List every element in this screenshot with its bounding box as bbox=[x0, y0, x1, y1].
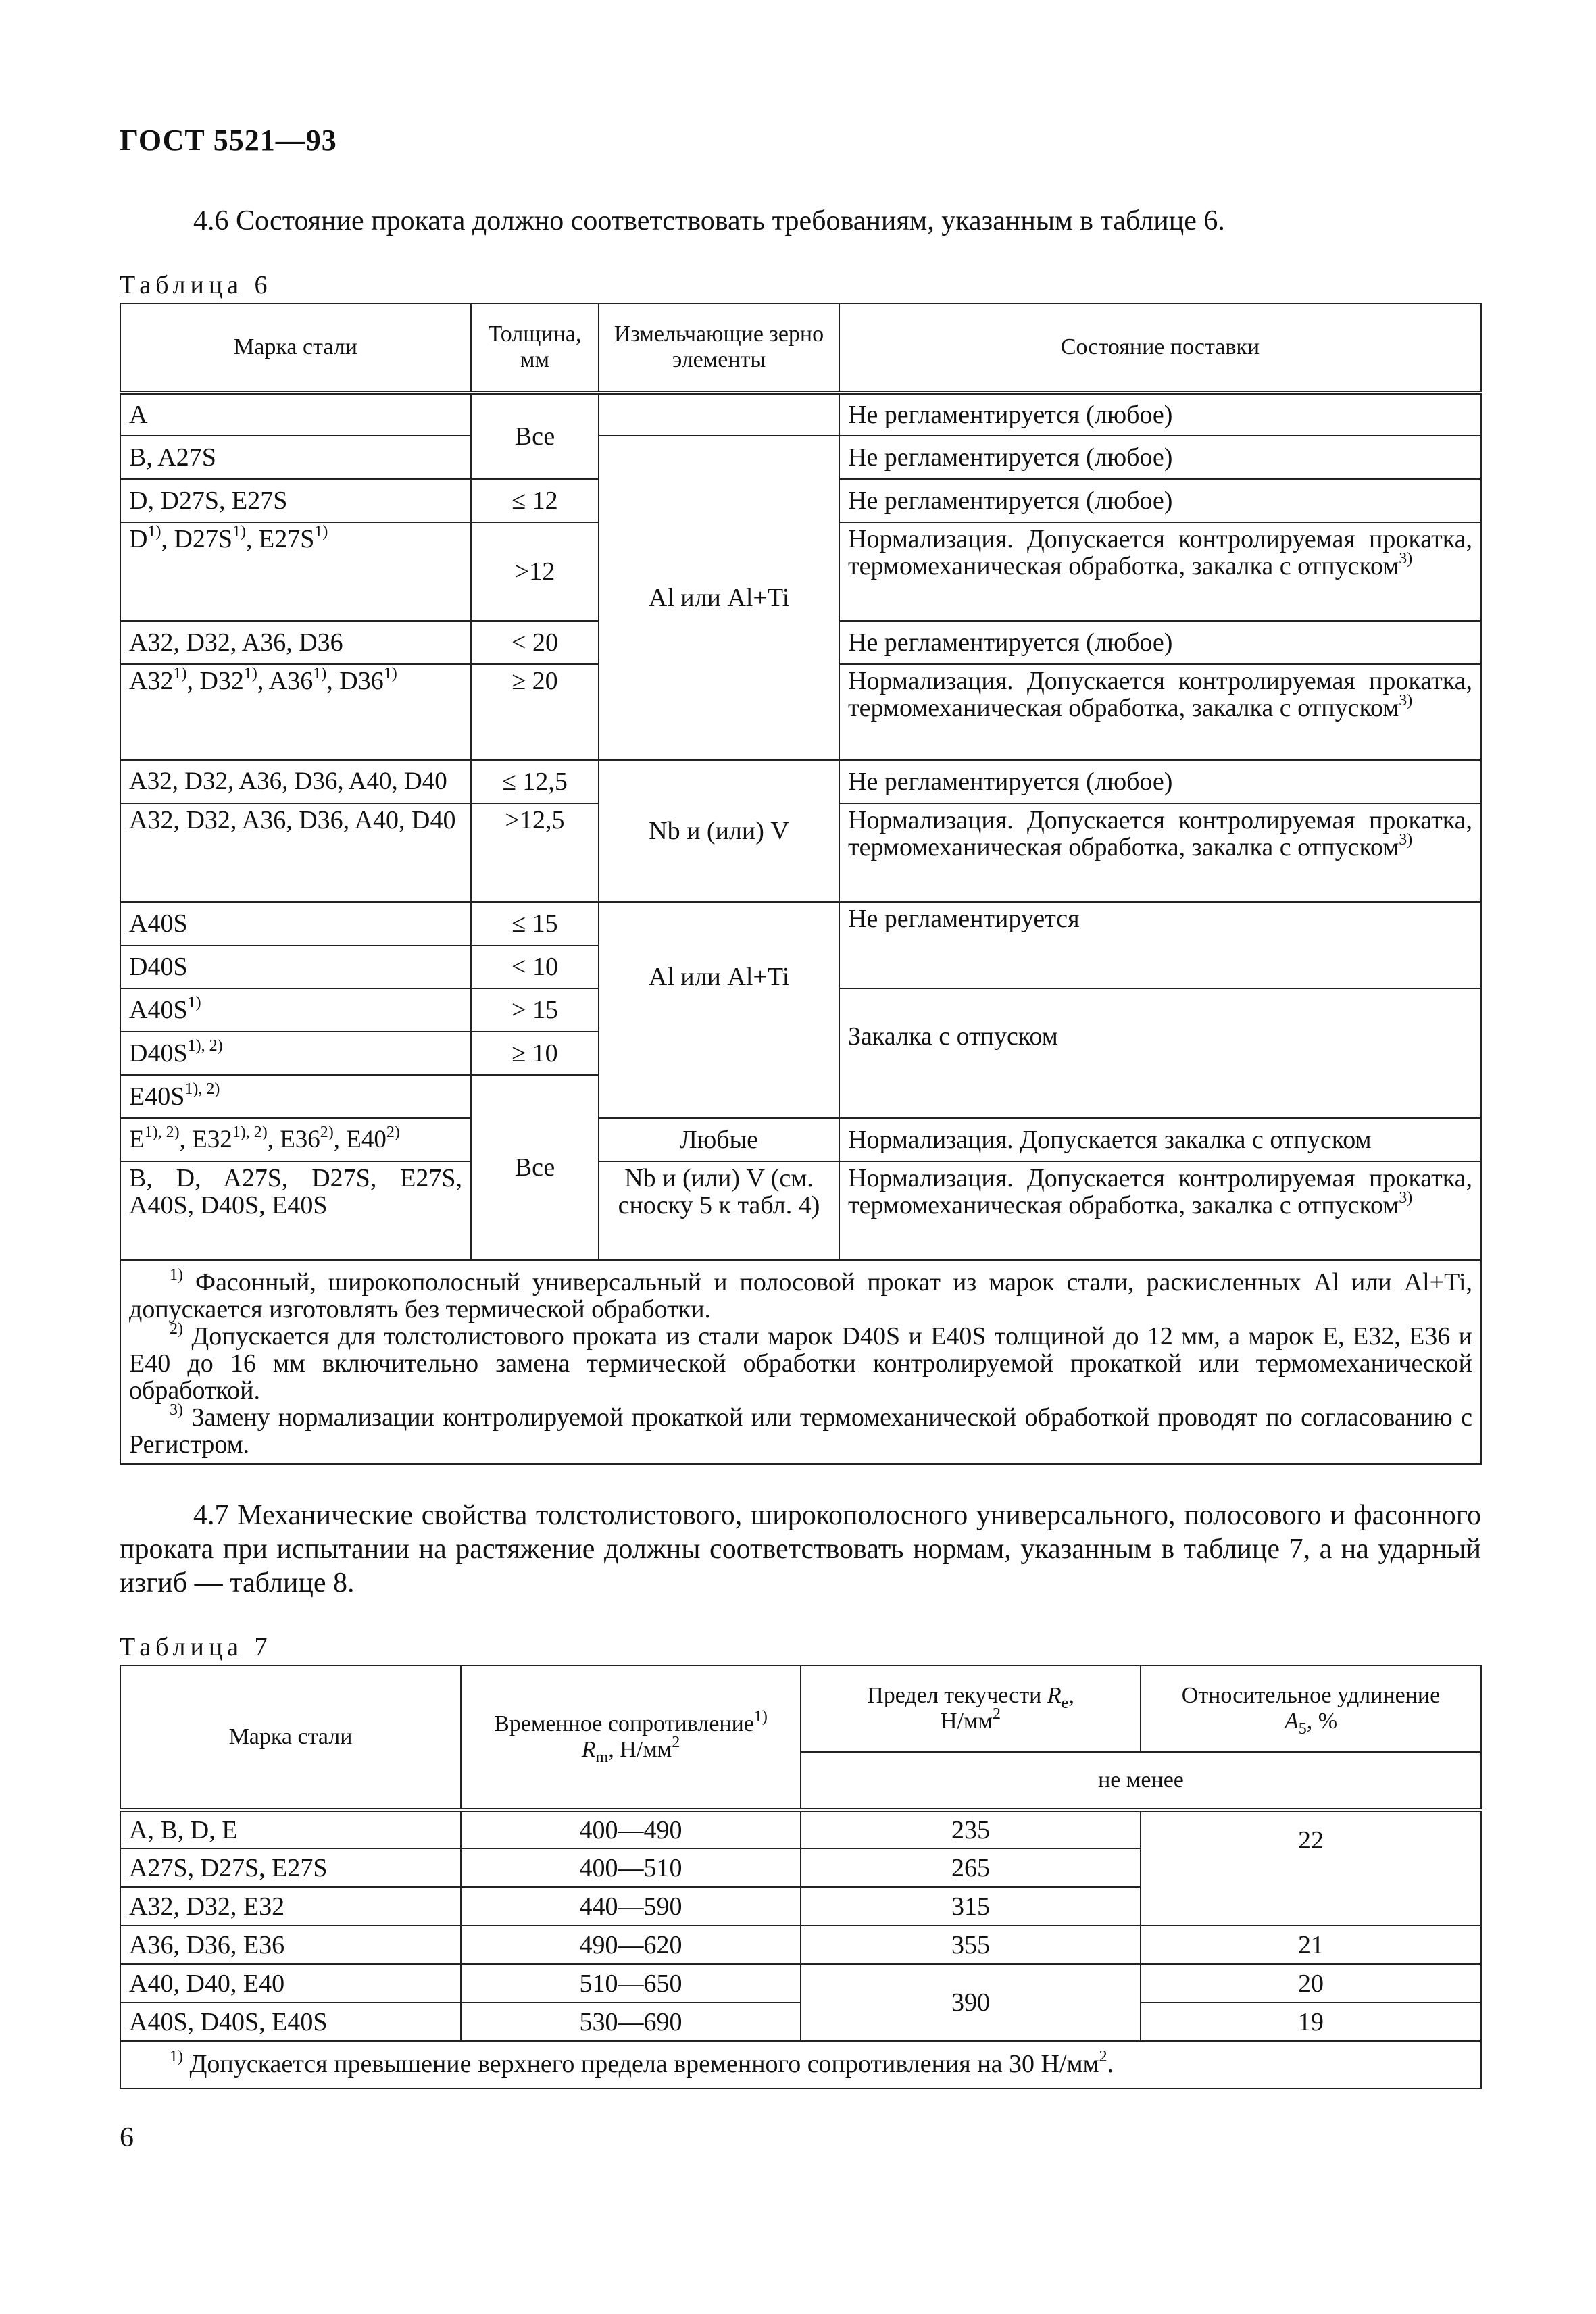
document-header: ГОСТ 5521—93 bbox=[120, 124, 337, 157]
t6-thickness: ≤ 15 bbox=[471, 902, 599, 945]
t6-grade: A32, D32, A36, D36, A40, D40 bbox=[120, 760, 471, 803]
t6-grade: B, A27S bbox=[120, 436, 471, 479]
t6-grade: D40S bbox=[120, 945, 471, 988]
table-7 bbox=[120, 1665, 1482, 2089]
t7-grade: A40, D40, E40 bbox=[120, 1964, 461, 2003]
t6-delivery: Не регламентируется (любое) bbox=[839, 479, 1481, 522]
t6-elements-empty bbox=[599, 393, 839, 436]
t6-delivery: Нормализация. Допускается закалка с отпуском bbox=[839, 1118, 1481, 1161]
t7-notes-row bbox=[120, 2041, 1481, 2088]
t6-delivery: Не регламентируется bbox=[839, 902, 1481, 988]
t7-re: 235 bbox=[801, 1810, 1141, 1848]
t6-header-delivery: Состояние поставки bbox=[839, 303, 1481, 393]
t6-thickness: > 15 bbox=[471, 988, 599, 1032]
t7-note-1: $^{1)}$ Допускается превышение верхнего предела временного сопротивления на 30 $Н/мм^2$. bbox=[170, 2048, 1114, 2078]
t7-rm: 530—690 bbox=[461, 2003, 801, 2041]
t7-rm: 400—490 bbox=[461, 1810, 801, 1848]
t6-grade: A32, D32, A36, D36, A40, D40 bbox=[120, 803, 471, 902]
t7-grade: A, B, D, E bbox=[120, 1810, 461, 1848]
t6-delivery: Не регламентируется (любое) bbox=[839, 436, 1481, 479]
t7-header-grade: Марка стали bbox=[120, 1665, 461, 1810]
t7-re: 315 bbox=[801, 1887, 1141, 1926]
t6-grade: $E40S^{1), 2)}$ bbox=[120, 1075, 471, 1118]
t6-thickness: ≤ 12,5 bbox=[471, 760, 599, 803]
t7-re: 265 bbox=[801, 1848, 1141, 1887]
t6-thickness: ≥ 20 bbox=[471, 664, 599, 760]
paragraph-4-7: 4.7 Механические свойства толстолистового, широкополосного универсального, полосового и фасонного проката при испытании на растяжение должны соответствовать нормам, указанным в таблице 7, а на ударный изгиб — таблице 8. bbox=[120, 1500, 1481, 1599]
t6-header-thickness: Толщина, мм bbox=[471, 303, 599, 393]
t6-header-grade: Марка стали bbox=[120, 303, 471, 393]
table-6 bbox=[120, 303, 1482, 1465]
t7-rm: 510—650 bbox=[461, 1964, 801, 2003]
t7-rm: 440—590 bbox=[461, 1887, 801, 1926]
table-row bbox=[120, 760, 1481, 803]
t6-thickness: Все bbox=[471, 1075, 599, 1260]
t6-grade: A40S bbox=[120, 902, 471, 945]
t6-delivery: Нормализация. Допускается контролируемая прокатка, термомеханическая обработка, закалка с отпуском$^{3)}$ bbox=[839, 522, 1481, 621]
table-row bbox=[120, 1964, 1481, 2003]
t7-re: 390 bbox=[801, 1964, 1141, 2041]
t7-header-re: Предел текучести $R_e$, $Н/мм^2$ bbox=[801, 1665, 1141, 1752]
t7-grade: A32, D32, E32 bbox=[120, 1887, 461, 1926]
t6-thickness: ≤ 12 bbox=[471, 479, 599, 522]
t6-grade: B, D, A27S, D27S, E27S, A40S, D40S, E40S bbox=[120, 1161, 471, 1260]
table-row bbox=[120, 1810, 1481, 1848]
t7-rm: 400—510 bbox=[461, 1848, 801, 1887]
t6-delivery: Нормализация. Допускается контролируемая прокатка, термомеханическая обработка, закалка с отпуском$^{3)}$ bbox=[839, 803, 1481, 902]
table-7-header-row bbox=[120, 1665, 1481, 1752]
t6-delivery: Не регламентируется (любое) bbox=[839, 393, 1481, 436]
t6-note-1: $^{1)}$ Фасонный, широкополосный универсальный и полосовой прокат из марок стали, раскисленных Al или Al+Ti, допускается изготовлять без термической обработки. bbox=[129, 1266, 1473, 1324]
t6-grade: A bbox=[120, 393, 471, 436]
t6-grade: D, D27S, E27S bbox=[120, 479, 471, 522]
t6-delivery: Не регламентируется (любое) bbox=[839, 760, 1481, 803]
t7-header-min: не менее bbox=[801, 1752, 1481, 1810]
t6-notes bbox=[120, 1260, 1481, 1464]
t7-header-a5: Относительное удлинение $A_5$, % bbox=[1141, 1665, 1481, 1752]
table-row bbox=[120, 902, 1481, 945]
t6-notes-row bbox=[120, 1260, 1481, 1464]
t6-elements: Nb и (или) V bbox=[599, 760, 839, 902]
t6-grade: $E^{1), 2)}$, $E32^{1), 2)}$, E36$^{2)}$, E40$^{2)}$ bbox=[120, 1118, 471, 1161]
table-7-caption: Таблица 7 bbox=[120, 1633, 272, 1661]
t6-note-2: $^{2)}$ Допускается для толстолистового проката из стали марок D40S и E40S толщиной до 12 мм, а марок E, E32, E36 и E40 до 16 мм включительно замена термической обработки контролируемой прокаткой или термомеханической обработкой. bbox=[129, 1320, 1473, 1405]
table-row bbox=[120, 393, 1481, 436]
table-row bbox=[120, 436, 1481, 479]
t6-header-elements: Измельчающие зерно элементы bbox=[599, 303, 839, 393]
paragraph-4-6: 4.6 Состояние проката должно соответствовать требованиям, указанным в таблице 6. bbox=[193, 205, 1225, 236]
t7-grade: A36, D36, E36 bbox=[120, 1926, 461, 1964]
t7-notes bbox=[120, 2041, 1481, 2088]
t6-thickness: Все bbox=[471, 393, 599, 479]
t7-rm: 490—620 bbox=[461, 1926, 801, 1964]
table-6-header-row bbox=[120, 303, 1481, 393]
t6-grade: A32$^{1)}$, D32$^{1)}$, A36$^{1)}$, D36$^{1)}$ bbox=[120, 664, 471, 760]
table-6-caption: Таблица 6 bbox=[120, 271, 272, 299]
t6-elements: Любые bbox=[599, 1118, 839, 1161]
t7-a5: 19 bbox=[1141, 2003, 1481, 2041]
t6-thickness: < 20 bbox=[471, 621, 599, 664]
t6-note-3: $^{3)}$ Замену нормализации контролируемой прокаткой или термомеханической обработкой проводят по согласованию с Регистром. bbox=[129, 1401, 1473, 1459]
t6-delivery: Закалка с отпуском bbox=[839, 988, 1481, 1118]
t6-elements: Al или Al+Ti bbox=[599, 436, 839, 760]
page-number: 6 bbox=[120, 2122, 134, 2153]
t6-thickness: >12,5 bbox=[471, 803, 599, 902]
t6-thickness: ≥ 10 bbox=[471, 1032, 599, 1075]
t7-a5: 22 bbox=[1141, 1810, 1481, 1926]
t6-elements: Nb и (или) V (см. сноску 5 к табл. 4) bbox=[599, 1161, 839, 1260]
t7-a5: 20 bbox=[1141, 1964, 1481, 2003]
table-row bbox=[120, 1118, 1481, 1161]
t6-delivery: Нормализация. Допускается контролируемая прокатка, термомеханическая обработка, закалка с отпуском$^{3)}$ bbox=[839, 1161, 1481, 1260]
t6-delivery: Нормализация. Допускается контролируемая прокатка, термомеханическая обработка, закалка с отпуском$^{3)}$ bbox=[839, 664, 1481, 760]
t7-grade: A40S, D40S, E40S bbox=[120, 2003, 461, 2041]
t7-grade: A27S, D27S, E27S bbox=[120, 1848, 461, 1887]
table-row bbox=[120, 1926, 1481, 1964]
t7-header-rm: Временное сопротивление$^{1)}$ $R_m$, $Н/мм^2$ bbox=[461, 1665, 801, 1810]
t6-delivery: Не регламентируется (любое) bbox=[839, 621, 1481, 664]
t6-grade: $D40S^{1), 2)}$ bbox=[120, 1032, 471, 1075]
t6-grade: $A40S^{1)}$ bbox=[120, 988, 471, 1032]
t6-grade: $D^{1)}$, $D27S^{1)}$, $E27S^{1)}$ bbox=[120, 522, 471, 621]
table-row bbox=[120, 1161, 1481, 1260]
t6-elements: Al или Al+Ti bbox=[599, 902, 839, 1118]
t6-grade: A32, D32, A36, D36 bbox=[120, 621, 471, 664]
t7-a5: 21 bbox=[1141, 1926, 1481, 1964]
t6-thickness: >12 bbox=[471, 522, 599, 621]
t6-thickness: < 10 bbox=[471, 945, 599, 988]
t7-re: 355 bbox=[801, 1926, 1141, 1964]
